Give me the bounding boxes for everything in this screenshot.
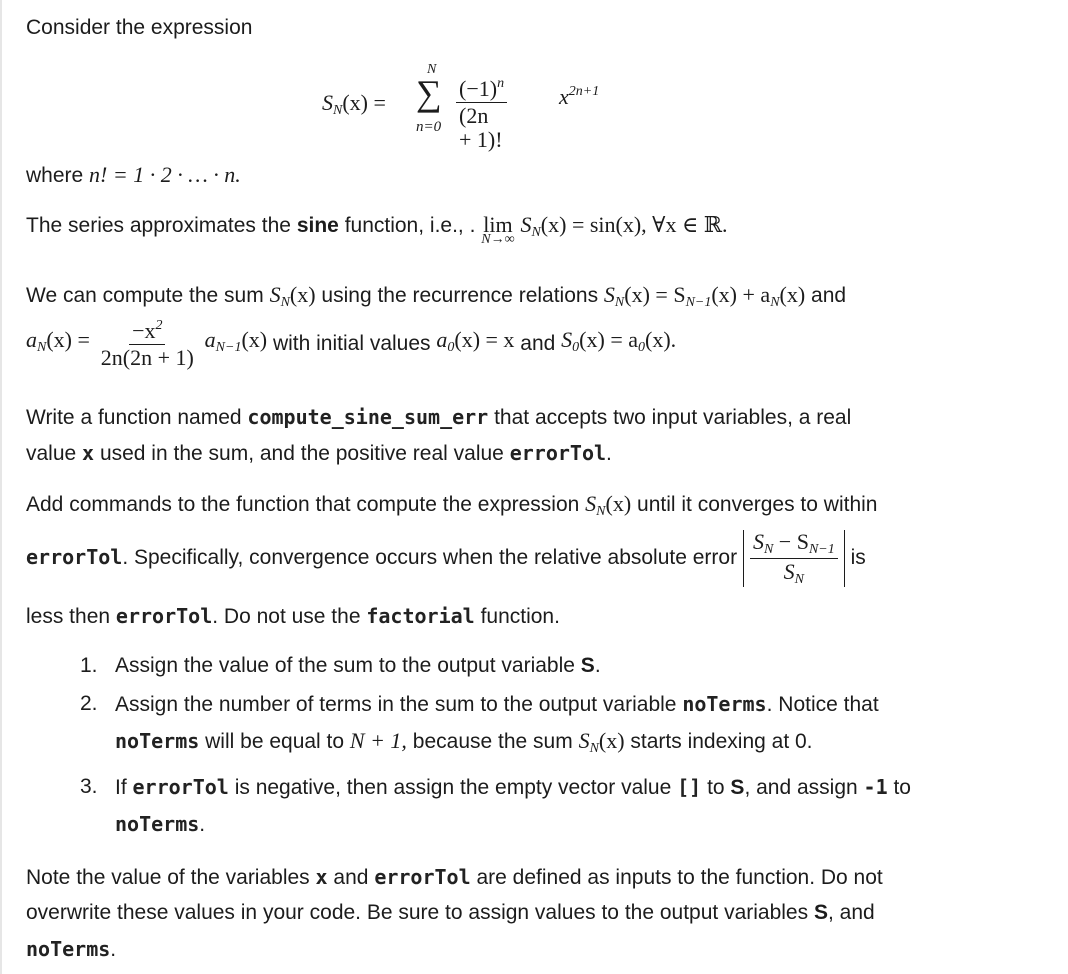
write-function-line-2: value x used in the sum, and the positive real value errorTol. <box>26 441 612 465</box>
note-line-1: Note the value of the variables x and errorTol are defined as inputs to the function. Do not <box>26 865 883 889</box>
recurrence-fraction: $\frac{-x^2}{2n(2n + 1)}$ <box>100 318 194 371</box>
where-line: where n! = 1 · 2 · … · n. <box>26 162 241 187</box>
note-line-3: noTerms. <box>26 937 117 961</box>
note-line-2: overwrite these values in your code. Be sure to assign values to the output variables S, and <box>26 901 875 924</box>
recurrence-line-2: $a_N(x)$ = $\frac{-x^2}{2n(2n + 1)}$ $a_{N-1}(x)$ with initial values $a_0(x) = x$ and $S_0(x) = a_0(x)$. <box>26 318 677 371</box>
list-item: 1. Assign the value of the sum to the output variable S. <box>80 654 601 677</box>
intro-text: Consider the expression <box>26 16 253 39</box>
add-commands-line-3: less then errorTol. Do not use the factorial function. <box>26 604 560 628</box>
add-commands-line-2: errorTol. Specifically, convergence occurs when the relative absolute error $\frac{S_N - S_{N-1}}{S_N}$ is <box>26 528 866 587</box>
steps-list <box>80 648 1040 845</box>
recurrence-line-1: We can compute the sum $S_N(x)$ using the recurrence relations $S_N(x) = S_{N-1}(x) + a_N(x)$ and <box>26 282 847 310</box>
series-line: The series approximates the sine function, i.e., . lim N→∞ $S_N(x) = \sin(x)$, ∀x ∈ ℝ. <box>26 212 728 247</box>
list-item: 2. Assign the number of terms in the sum to the output variable noTerms. Notice that noTerms will be equal to N + 1, because the sum $S_N(x)$ starts indexing at 0. <box>80 692 879 756</box>
relative-error-abs: $\frac{S_N - S_{N-1}}{S_N}$ <box>743 530 845 588</box>
write-function-line-1: Write a function named compute_sine_sum_err that accepts two input variables, a real <box>26 405 852 429</box>
function-name: compute_sine_sum_err <box>247 405 489 429</box>
main-fraction: $\frac{(-1)^n}{(2n + 1)!}$ <box>456 76 507 153</box>
add-commands-line-1: Add commands to the function that compute the expression $S_N(x)$ until it converges to within <box>26 491 878 519</box>
left-border <box>0 0 2 974</box>
list-item: 3. If errorTol is negative, then assign the empty vector value [] to S, and assign -1 to noTerms. <box>80 775 911 836</box>
